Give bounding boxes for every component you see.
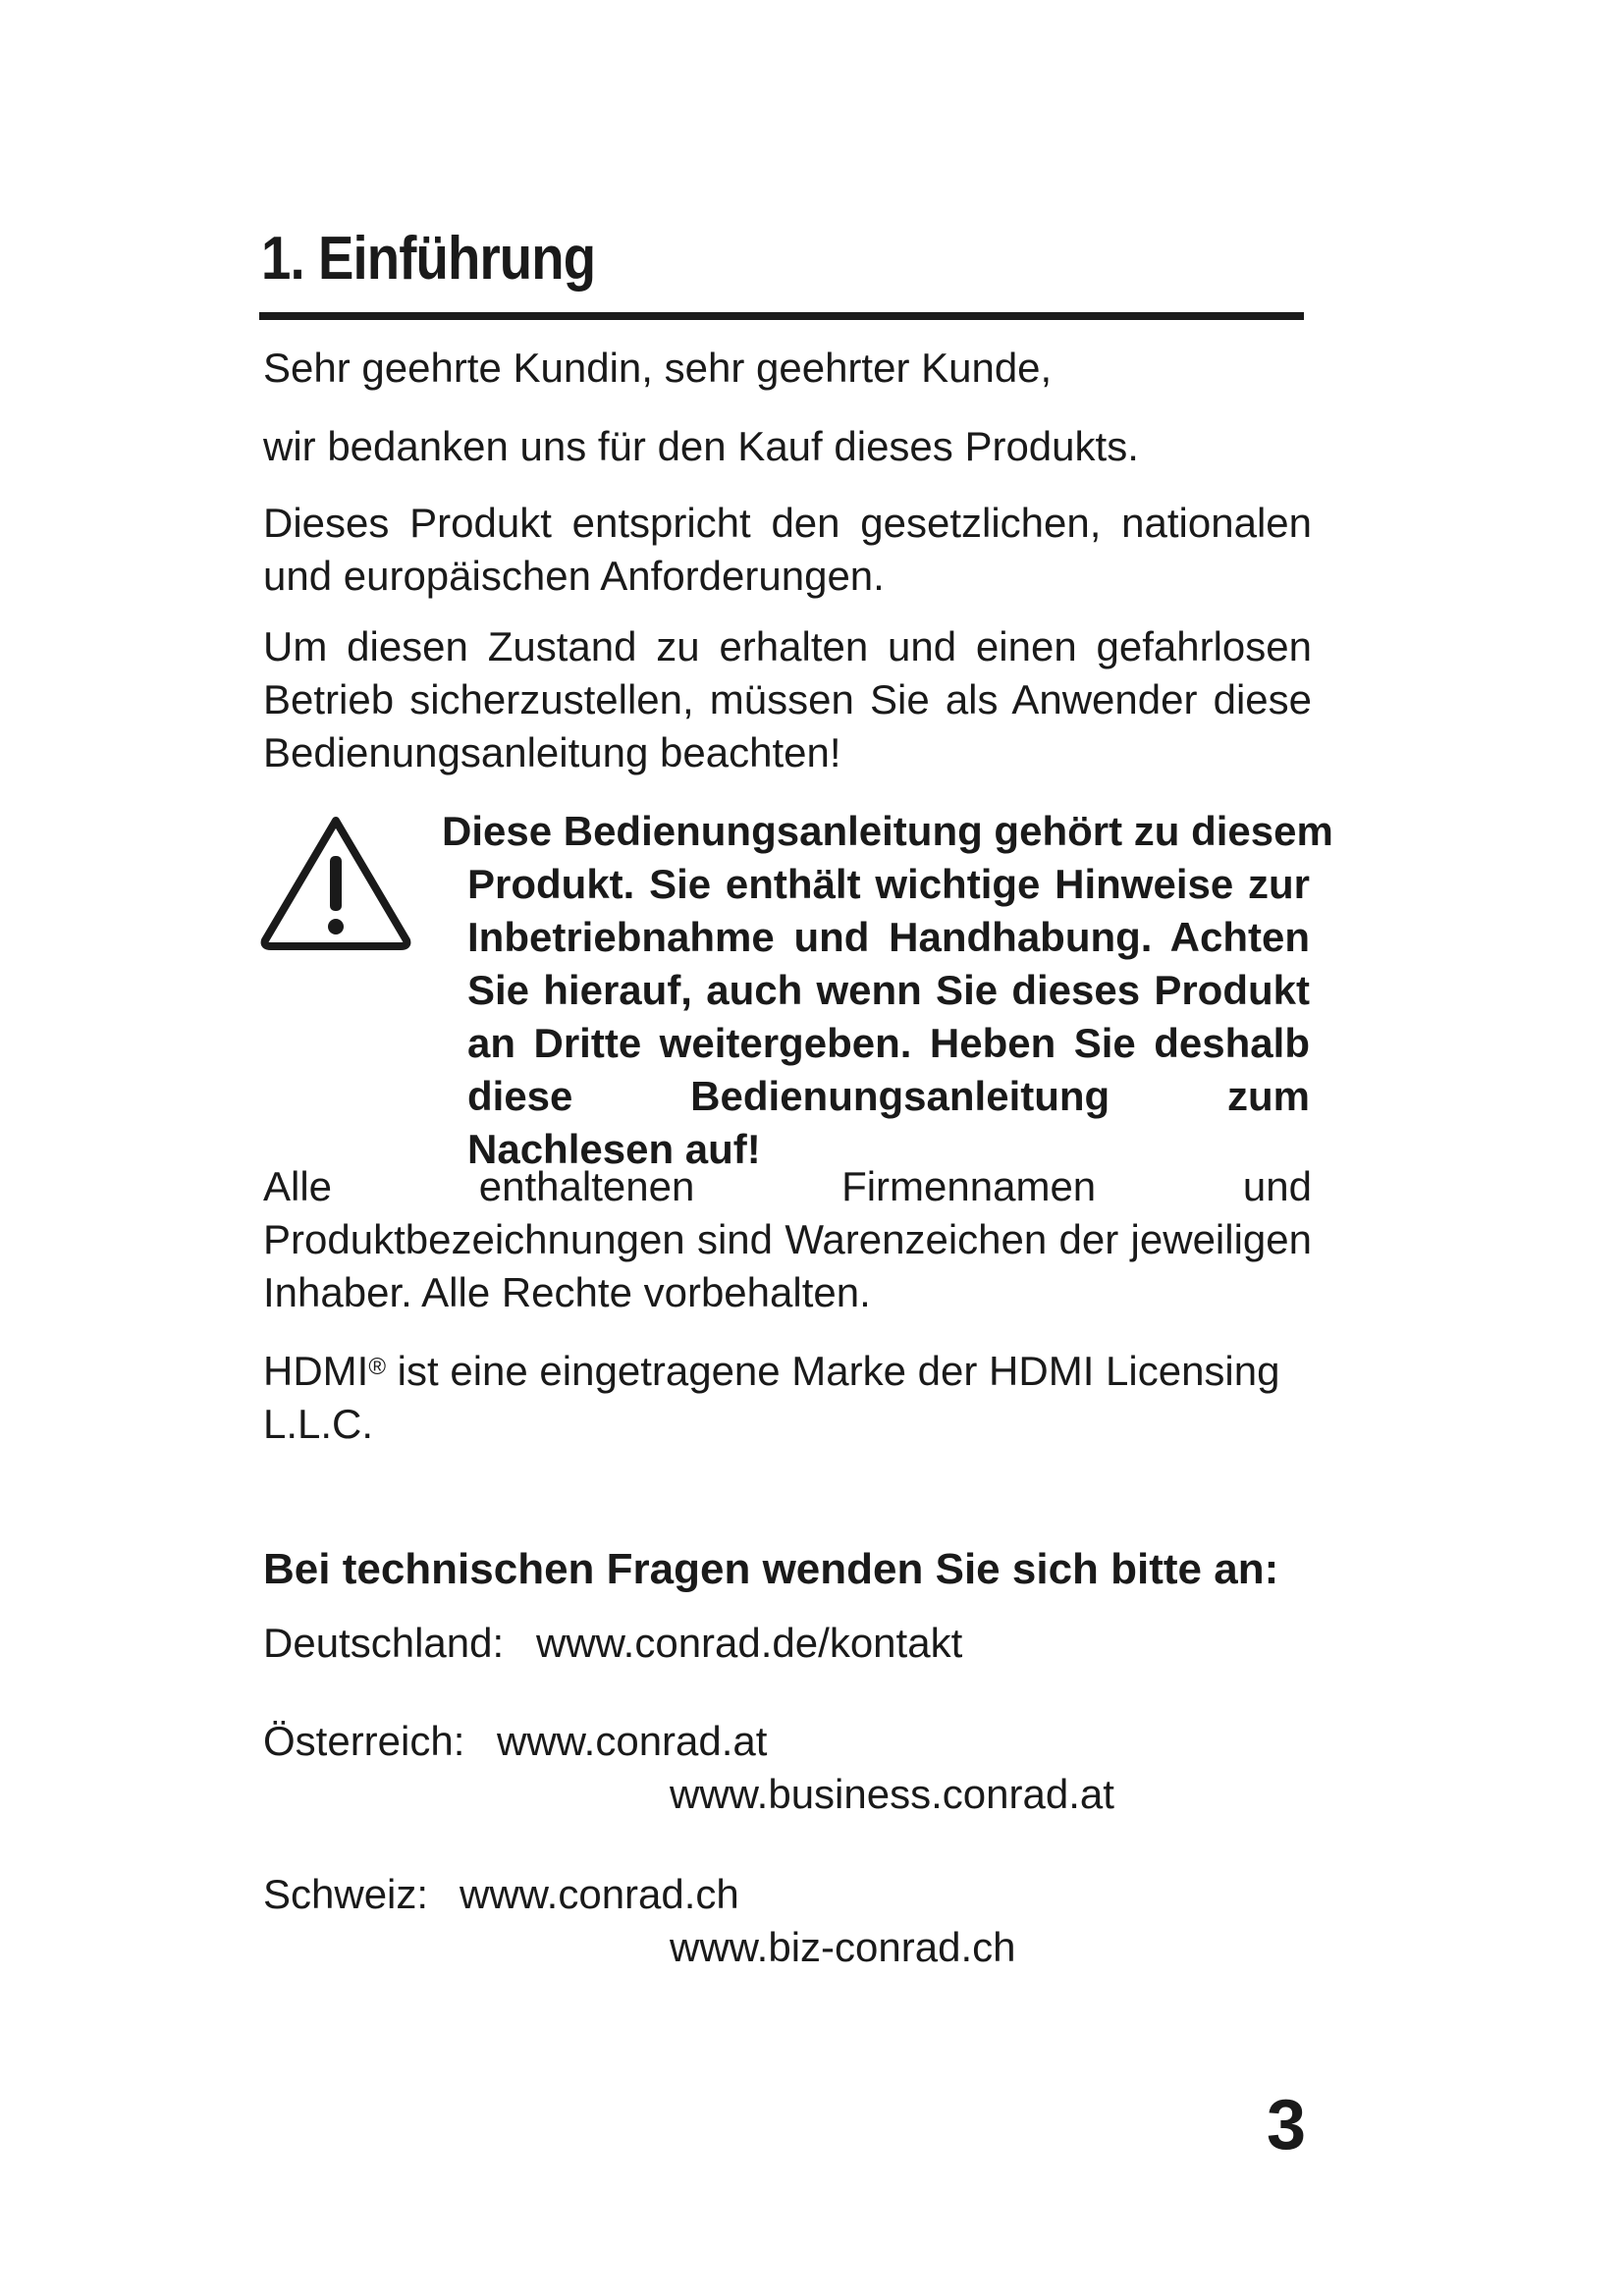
- maintain-text: Um diesen Zustand zu erhalten und einen gefahrlosen Betrieb sicherzustellen, müssen Sie als Anwender diese Bedienungsanleitung beachten!: [263, 623, 1312, 775]
- hdmi-notice: [263, 1345, 1312, 1451]
- trademarks-text: Alle enthaltenen Firmennamen und Produktbezeichnungen sind Warenzeichen der jeweiligen Inhaber. Alle Rechte vorbehalten.: [263, 1163, 1312, 1315]
- hdmi-notice-text: ist eine eingetragene Marke der HDMI Licensing L.L.C.: [263, 1348, 1280, 1447]
- germany-url-link[interactable]: www.conrad.de/kontakt: [536, 1620, 963, 1666]
- switzerland-url-link[interactable]: www.conrad.ch: [460, 1871, 739, 1917]
- austria-label: Österreich:: [263, 1718, 465, 1764]
- austria-business-url-link[interactable]: www.business.conrad.at: [670, 1771, 1114, 1817]
- conformity-text: Dieses Produkt entspricht den gesetzlichen, nationalen und europäischen Anforderungen.: [263, 500, 1312, 599]
- germany-label: Deutschland:: [263, 1620, 505, 1666]
- switzerland-label: Schweiz:: [263, 1871, 429, 1917]
- page-number: 3: [1267, 2086, 1307, 2164]
- support-heading: Bei technischen Fragen wenden Sie sich bitte an:: [263, 1545, 1279, 1593]
- page-title: 1. Einführung: [261, 225, 596, 293]
- hdmi-name: HDMI: [263, 1348, 369, 1394]
- registered-mark: ®: [368, 1354, 387, 1380]
- warning-triangle-icon: [257, 811, 414, 954]
- thanks-text: wir bedanken uns für den Kauf dieses Produkts.: [263, 423, 1139, 469]
- warning-text: Produkt. Sie enthält wichtige Hinweise zur Inbetriebnahme und Handhabung. Achten Sie hierauf, auch wenn Sie dieses Produkt an Dritte weitergeben. Heben Sie deshalb diese Bedienungsanleitung zum Nachlesen auf!: [467, 861, 1310, 1172]
- title-underline: [259, 312, 1304, 320]
- austria-url-link[interactable]: www.conrad.at: [497, 1718, 768, 1764]
- salutation-text: Sehr geehrte Kundin, sehr geehrter Kunde,: [263, 345, 1053, 391]
- warning-first-line: Diese Bedienungsanleitung gehört zu diesem: [442, 808, 1333, 854]
- switzerland-business-url-link[interactable]: www.biz-conrad.ch: [670, 1924, 1016, 1970]
